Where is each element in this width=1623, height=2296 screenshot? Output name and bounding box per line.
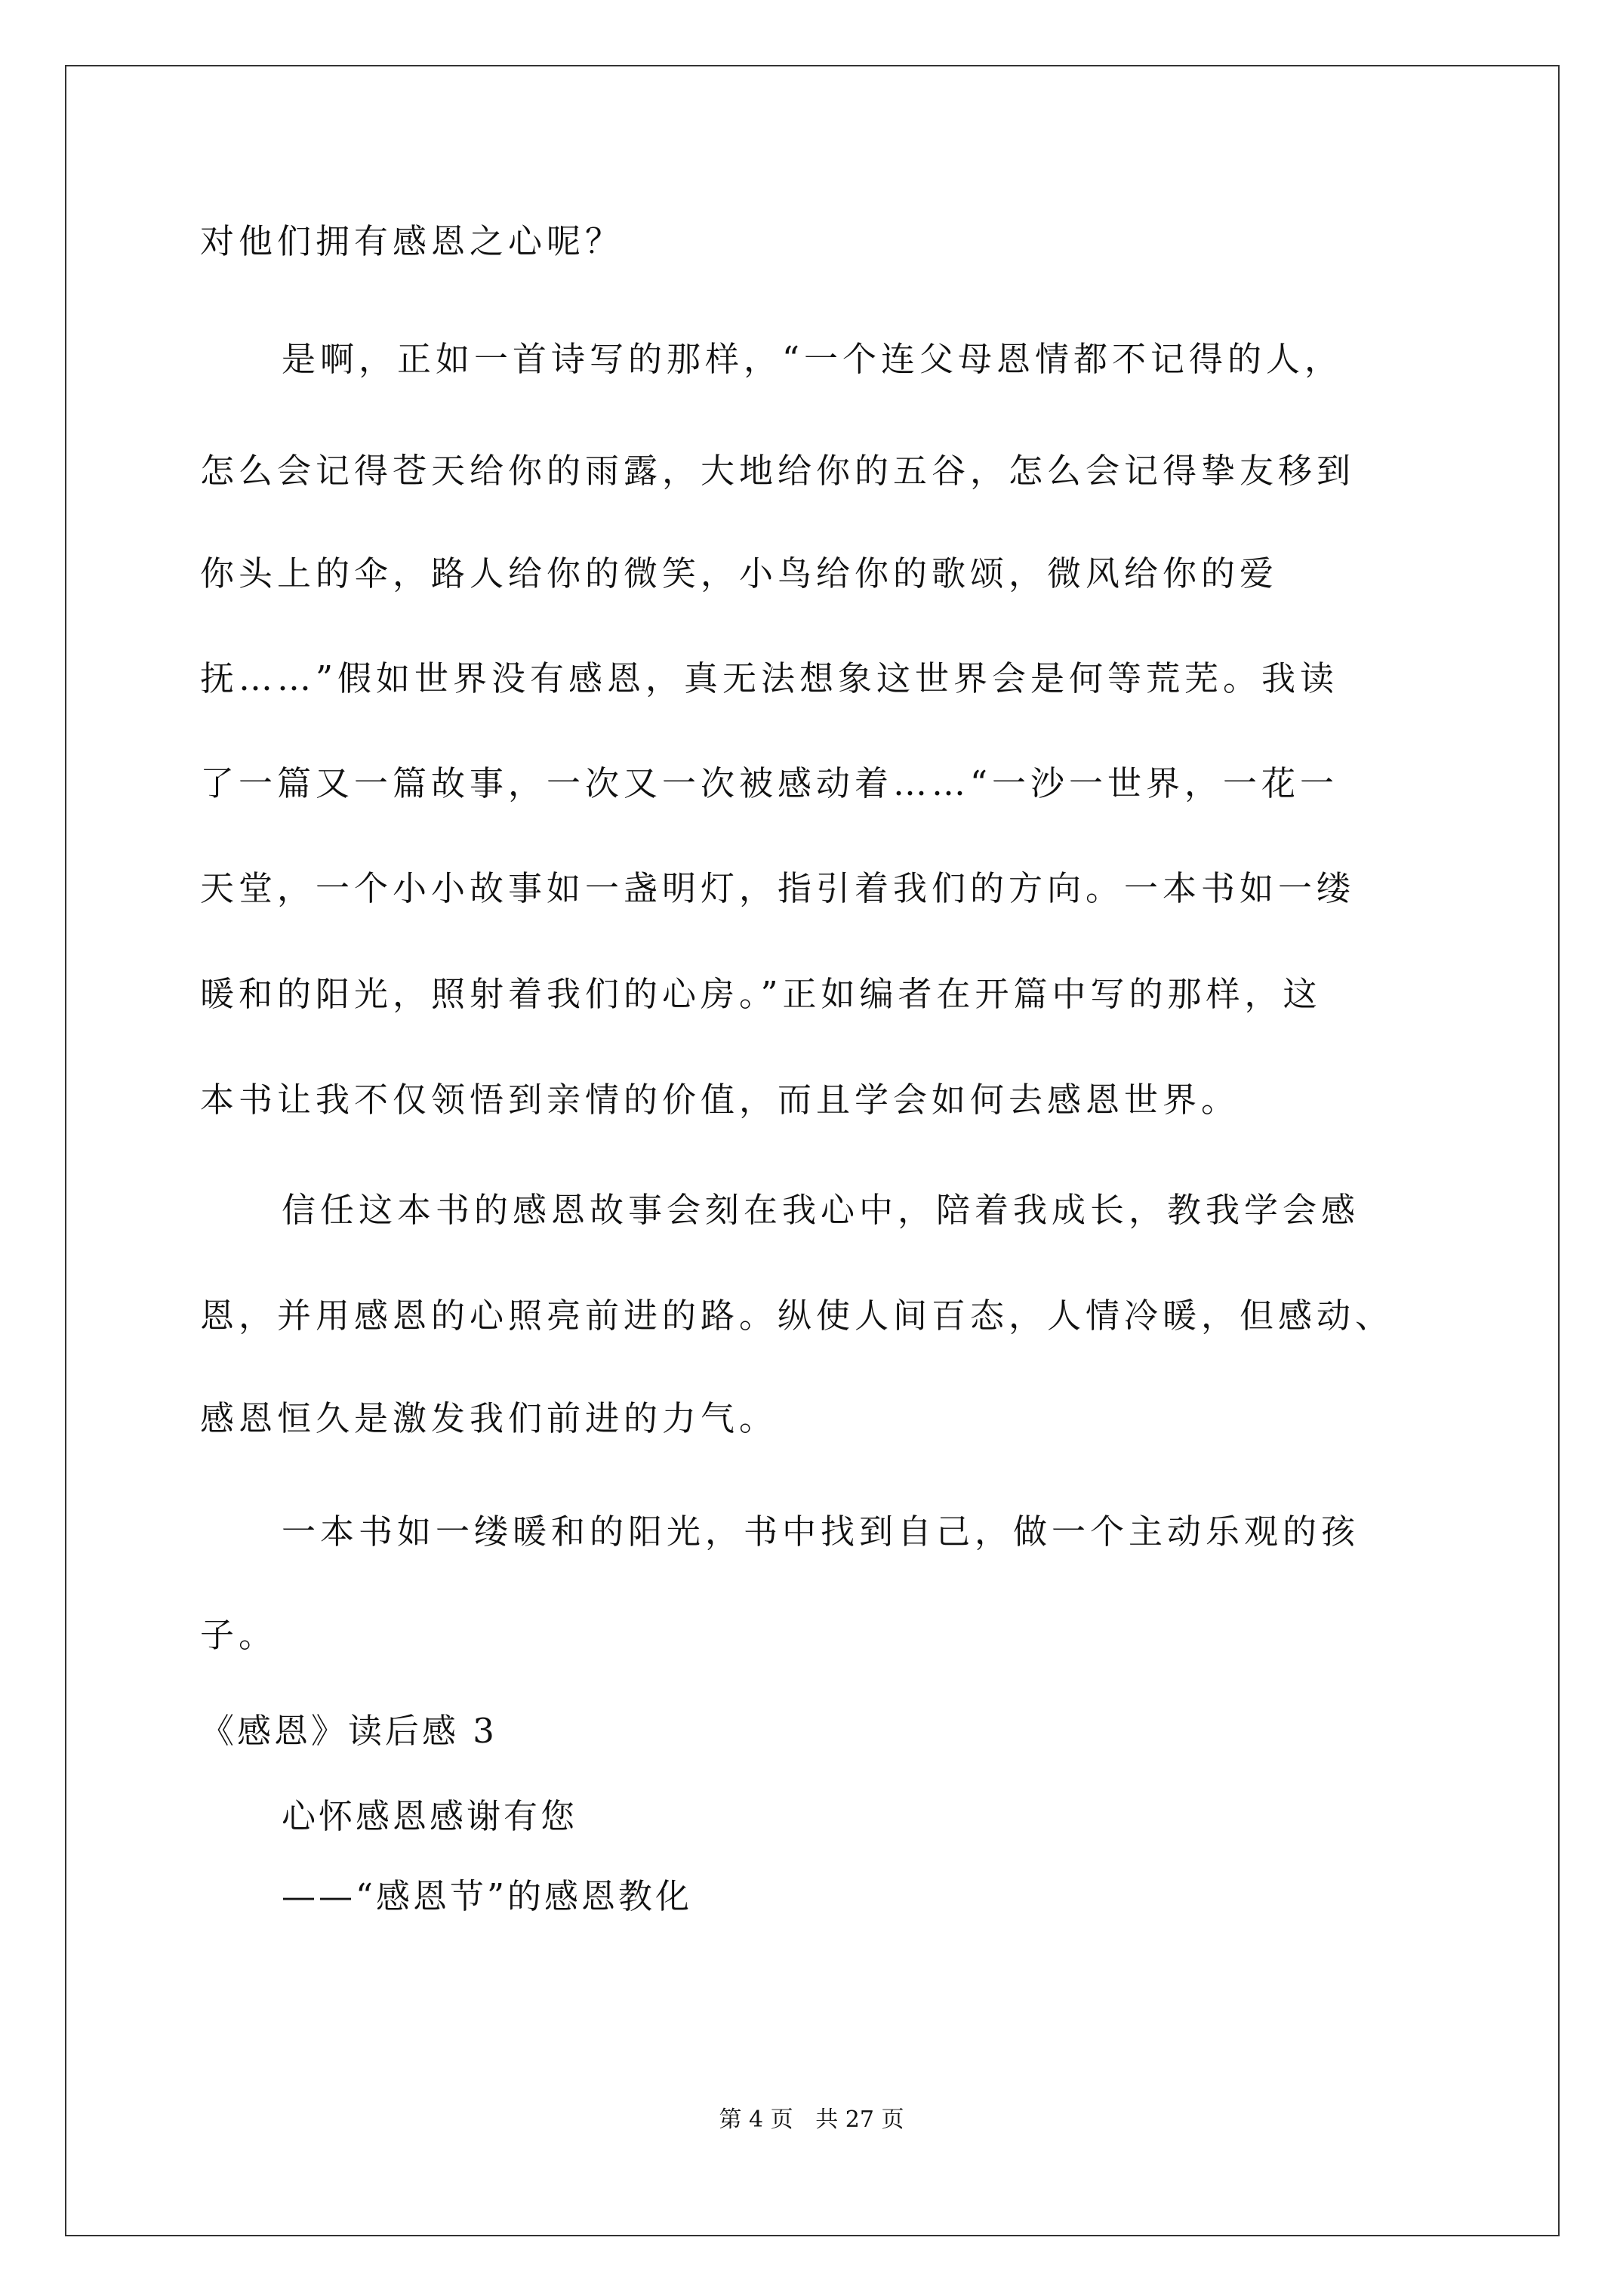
text-line-12: 感恩恒久是激发我们前进的力气。 <box>200 1398 778 1438</box>
section-title: 《感恩》读后感 3 <box>200 1711 497 1751</box>
page-number: 第 4 页 <box>719 2106 793 2133</box>
text-line-14: 子。 <box>200 1615 278 1655</box>
subheading: ——“感恩节”的感恩教化 <box>282 1876 693 1916</box>
page-total: 共 27 页 <box>815 2106 904 2133</box>
page-footer <box>0 2105 1623 2135</box>
text-line-2: 是啊，正如一首诗写的那样，“一个连父母恩情都不记得的人， <box>282 339 1344 379</box>
text-line-1: 对他们拥有感恩之心呢？ <box>200 221 624 261</box>
text-line-3: 怎么会记得苍天给你的雨露，大地给你的五谷，怎么会记得挚友移到 <box>200 451 1356 491</box>
text-line-9: 本书让我不仅领悟到亲情的价值，而且学会如何去感恩世界。 <box>200 1080 1240 1120</box>
subtitle: 心怀感恩感谢有您 <box>282 1796 578 1836</box>
text-line-13: 一本书如一缕暖和的阳光，书中找到自己，做一个主动乐观的孩 <box>282 1512 1360 1552</box>
text-line-7: 天堂，一个小小故事如一盏明灯，指引着我们的方向。一本书如一缕 <box>200 868 1356 908</box>
text-line-10: 信任这本书的感恩故事会刻在我心中，陪着我成长，教我学会感 <box>282 1190 1360 1230</box>
text-line-11: 恩，并用感恩的心照亮前进的路。纵使人间百态，人情冷暖，但感动、 <box>200 1296 1394 1336</box>
text-line-8: 暖和的阳光，照射着我们的心房。”正如编者在开篇中写的那样，这 <box>200 974 1322 1014</box>
text-line-5: 抚……”假如世界没有感恩，真无法想象这世界会是何等荒芜。我读 <box>200 658 1339 698</box>
text-line-6: 了一篇又一篇故事，一次又一次被感动着……“一沙一世界，一花一 <box>200 763 1339 803</box>
text-line-4: 你头上的伞，路人给你的微笑，小鸟给你的歌颂，微风给你的爱 <box>200 553 1279 593</box>
